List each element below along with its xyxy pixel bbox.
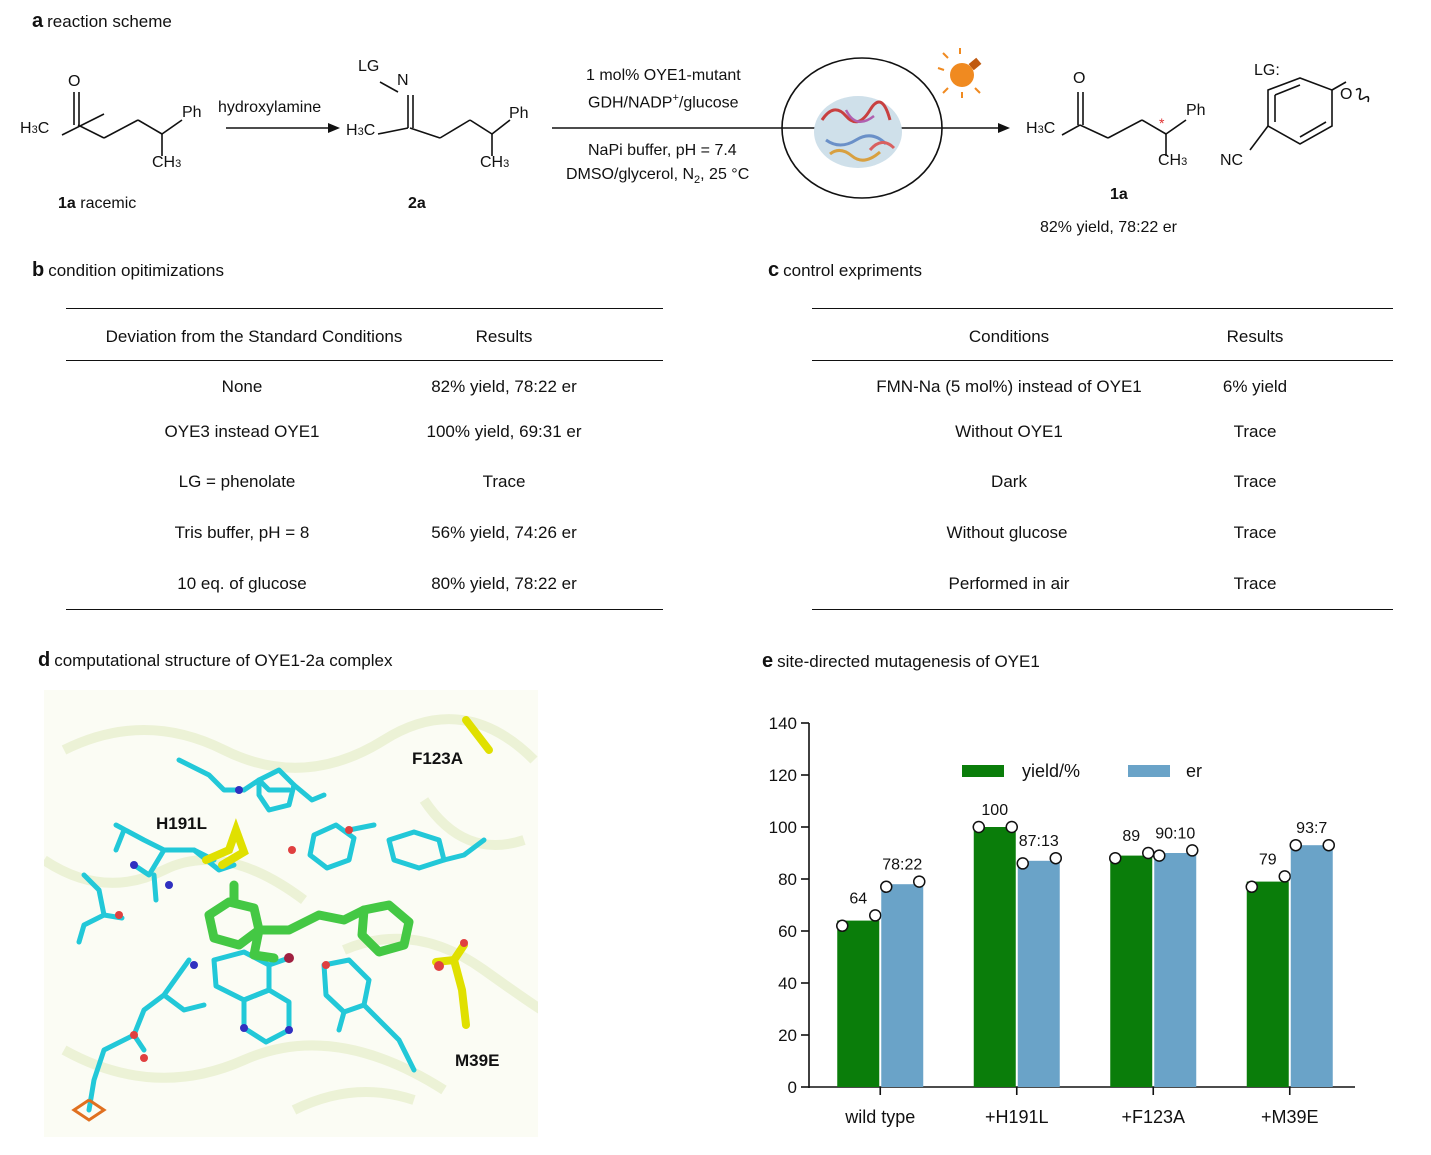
replicate-point <box>914 876 925 887</box>
prod-methyl-left: H3C <box>1026 120 1056 137</box>
condition-1: 1 mol% OYE1-mutant <box>586 67 741 84</box>
arrow1-label: hydroxylamine <box>218 99 322 116</box>
yield-bar <box>1110 856 1152 1087</box>
table-b-cell: 80% yield, 78:22 er <box>431 574 577 593</box>
x-tick-label: +F123A <box>1121 1107 1186 1127</box>
table-c-cell: Without glucose <box>946 523 1068 542</box>
prod-methyl-branch: CH3 <box>1158 152 1188 169</box>
condition-3: NaPi buffer, pH = 7.4 <box>588 142 737 159</box>
yield-bar <box>974 827 1016 1087</box>
table-b-cell: LG = phenolate <box>178 472 296 491</box>
y-tick-label: 100 <box>768 818 797 837</box>
table-b-cell: OYE3 instead OYE1 <box>164 422 320 441</box>
prod-caption: 1a <box>1110 186 1128 203</box>
panel-a-heading: a reaction scheme <box>32 10 172 32</box>
replicate-point <box>1246 881 1257 892</box>
light-bulb-icon <box>938 48 981 98</box>
prod-phenyl: Ph <box>1186 102 1206 119</box>
table-c-cell: Trace <box>1233 574 1277 593</box>
table-b-cell: Trace <box>482 472 526 491</box>
table-c-cell: Without OYE1 <box>955 422 1063 441</box>
table-c-cell: FMN-Na (5 mol%) instead of OYE1 <box>876 377 1142 396</box>
er-bar <box>881 884 923 1087</box>
y-tick-label: 80 <box>778 870 797 889</box>
y-tick-label: 120 <box>768 766 797 785</box>
legend-label-er: er <box>1186 761 1203 781</box>
table-b-header-deviation: Deviation from the Standard Conditions <box>105 327 403 346</box>
table-b-header-results: Results <box>475 327 533 346</box>
table-c-top-rule <box>812 308 1393 309</box>
sm-caption: 1a racemic <box>58 195 137 212</box>
replicate-point <box>1290 840 1301 851</box>
sm-phenyl: Ph <box>182 104 202 121</box>
data-label: 64 <box>849 890 868 908</box>
replicate-point <box>1279 871 1290 882</box>
residue-label-h191l: H191L <box>156 814 208 833</box>
data-label: 93:7 <box>1296 820 1328 838</box>
data-label: 78:22 <box>882 856 923 874</box>
lg-nitrile: NC <box>1220 152 1244 169</box>
table-b-cell: 82% yield, 78:22 er <box>431 377 577 396</box>
replicate-point <box>1017 858 1028 869</box>
panel-c-heading: c control expriments <box>768 259 923 281</box>
prod-result: 82% yield, 78:22 er <box>1040 219 1177 236</box>
x-tick-label: +H191L <box>984 1107 1049 1127</box>
replicate-point <box>1154 850 1165 861</box>
y-tick-label: 0 <box>787 1078 797 1097</box>
lg-oxygen: O <box>1340 86 1353 103</box>
replicate-point <box>1110 853 1121 864</box>
data-label: 79 <box>1258 851 1277 869</box>
lg-benzene-ring <box>1268 78 1332 144</box>
int-nitrogen: N <box>397 72 409 89</box>
data-label: 90:10 <box>1155 825 1196 843</box>
replicate-point <box>837 920 848 931</box>
table-c-cell: Performed in air <box>948 574 1070 593</box>
table-c-bottom-rule <box>812 609 1393 610</box>
sm-oxygen: O <box>68 73 81 90</box>
int-leaving-group: LG <box>358 58 380 75</box>
er-bar <box>1018 861 1060 1087</box>
sm-methyl-branch: CH3 <box>152 154 182 171</box>
table-c-header-conditions: Conditions <box>968 327 1050 346</box>
table-b-cell: None <box>221 377 263 396</box>
replicate-point <box>1323 840 1334 851</box>
y-tick-label: 40 <box>778 974 797 993</box>
replicate-point <box>973 822 984 833</box>
legend-swatch-er <box>1128 765 1170 777</box>
replicate-point <box>1187 845 1198 856</box>
legend-label-yield: yield/% <box>1022 761 1081 781</box>
panel-e-heading: e site-directed mutagenesis of OYE1 <box>762 650 1040 672</box>
y-tick-label: 140 <box>768 715 797 733</box>
int-phenyl: Ph <box>509 105 529 122</box>
table-b-cell: 100% yield, 69:31 er <box>426 422 582 441</box>
panel-d-heading: d computational structure of OYE1-2a complex <box>38 649 393 671</box>
residue-label-m39e: M39E <box>455 1051 500 1070</box>
stereocenter-star: * <box>1159 115 1165 131</box>
table-b-bottom-rule <box>66 609 663 610</box>
yield-bar <box>1247 882 1289 1087</box>
table-c-cell: Trace <box>1233 523 1277 542</box>
table-c-cell: Dark <box>991 472 1027 491</box>
data-label: 89 <box>1122 828 1141 845</box>
table-b-cell: Tris buffer, pH = 8 <box>174 523 310 542</box>
int-caption: 2a <box>408 195 426 212</box>
replicate-point <box>1143 848 1154 859</box>
lg-wavy-bond <box>1356 89 1369 102</box>
replicate-point <box>881 881 892 892</box>
data-label: 100 <box>981 802 1009 819</box>
replicate-point <box>870 910 881 921</box>
y-tick-label: 20 <box>778 1026 797 1045</box>
replicate-point <box>1050 853 1061 864</box>
lg-title: LG: <box>1254 62 1280 79</box>
table-c-cell: 6% yield <box>1222 377 1288 396</box>
int-methyl-left: H3C <box>346 122 376 139</box>
panel-b-heading: b condition opitimizations <box>32 259 224 281</box>
y-tick-label: 60 <box>778 922 797 941</box>
table-c-header-results: Results <box>1226 327 1284 346</box>
table-b-top-rule <box>66 308 663 309</box>
table-c-header-rule <box>812 360 1393 361</box>
sm-methyl-left: H3C <box>20 120 50 137</box>
condition-2: GDH/NADP+/glucose <box>588 92 739 112</box>
sm-bond <box>62 114 104 135</box>
yield-bar <box>837 921 879 1087</box>
condition-4: DMSO/glycerol, $N_2$, 25 °C <box>566 166 750 187</box>
table-c-cell: Trace <box>1233 422 1277 441</box>
residue-label-f123a: F123A <box>412 749 464 768</box>
table-b-cell: 10 eq. of glucose <box>177 574 307 593</box>
x-tick-label: wild type <box>845 1107 916 1127</box>
prod-oxygen: O <box>1073 70 1086 87</box>
data-label: 87:13 <box>1018 833 1059 851</box>
er-bar <box>1291 845 1333 1087</box>
replicate-point <box>1006 822 1017 833</box>
table-b-cell: 56% yield, 74:26 er <box>431 523 577 542</box>
x-tick-label: +M39E <box>1260 1107 1319 1127</box>
table-c-cell: Trace <box>1233 472 1277 491</box>
table-b-header-rule <box>66 360 663 361</box>
legend-swatch-yield <box>962 765 1004 777</box>
mutagenesis-bar-chart <box>740 715 1380 1135</box>
enzyme-cartoon-icon <box>814 96 902 168</box>
int-methyl-branch: CH3 <box>480 154 510 171</box>
er-bar <box>1154 853 1196 1087</box>
